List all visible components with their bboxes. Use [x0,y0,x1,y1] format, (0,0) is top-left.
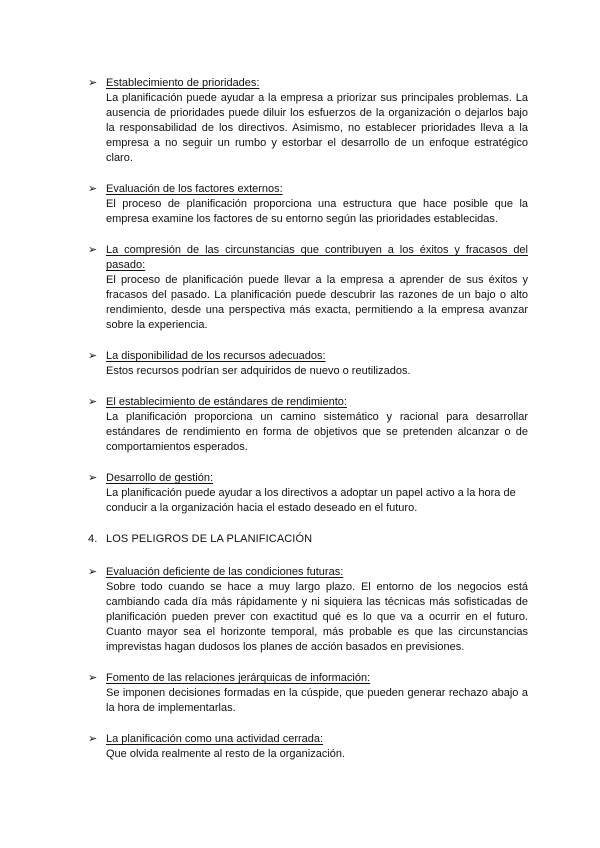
item-body: La planificación proporciona un camino sistemático y racional para desarrollar estándares de rendimiento en forma de objetivos que se pretenden alcanzar o de comportamientos esperados. [106,411,528,453]
item-heading: La disponibilidad de los recursos adecuados: [106,350,326,362]
arrow-bullet-icon: ➢ [88,396,98,408]
arrow-bullet-icon: ➢ [88,183,98,195]
arrow-bullet-icon: ➢ [88,244,98,256]
list-item-condiciones-futuras [88,565,528,655]
list-item-circunstancias [88,243,528,333]
list-item-desarrollo-gestion [88,471,528,516]
item-body: El proceso de planificación proporciona una estructura que hace posible que la empresa examine los factores de su entorno según las prioridades establecidas. [106,198,528,225]
item-body: Estos recursos podrían ser adquiridos de nuevo o reutilizados. [106,365,411,377]
item-heading: Fomento de las relaciones jerárquicas de información: [106,672,371,684]
item-heading: El establecimiento de estándares de rendimiento: [106,396,347,408]
document-content [88,76,528,778]
item-body: Que olvida realmente al resto de la organización. [106,748,346,760]
item-body: El proceso de planificación puede llevar a la empresa a aprender de sus éxitos y fracasos del pasado. La planificación puede descubrir las razones de un bajo o alto rendimiento, desde una perspectiva más exacta, permitiendo a la empresa avanzar sobre la experiencia. [106,274,528,331]
list-item-relaciones-jerarquicas [88,671,528,716]
item-heading: Evaluación de los factores externos: [106,183,283,195]
item-heading: Establecimiento de prioridades: [106,77,260,89]
list-item-estandares [88,395,528,455]
arrow-bullet-icon: ➢ [88,472,98,484]
arrow-bullet-icon: ➢ [88,733,98,745]
arrow-bullet-icon: ➢ [88,77,98,89]
item-heading: Evaluación deficiente de las condiciones futuras: [106,566,344,578]
arrow-bullet-icon: ➢ [88,672,98,684]
item-body: Se imponen decisiones formadas en la cúspide, que pueden generar rechazo abajo a la hora de implementarlas. [106,687,528,714]
item-heading: La compresión de las circunstancias que contribuyen a los éxitos y fracasos del pasado: [106,244,528,271]
list-item-factores-externos [88,182,528,227]
list-item-recursos [88,349,528,379]
list-item-actividad-cerrada [88,732,528,762]
arrow-bullet-icon: ➢ [88,350,98,362]
section-title: LOS PELIGROS DE LA PLANIFICACIÓN [106,533,313,545]
item-heading: La planificación como una actividad cerrada: [106,733,324,745]
item-body: La planificación puede ayudar a los directivos a adoptar un papel activo a la hora de conducir a la organización hacia el estado deseado en el futuro. [106,487,516,514]
section-number: 4. [88,533,98,545]
arrow-bullet-icon: ➢ [88,566,98,578]
item-heading: Desarrollo de gestión: [106,472,214,484]
item-body: Sobre todo cuando se hace a muy largo plazo. El entorno de los negocios está cambiando cada día más rápidamente y ni siquiera las técnicas más sofisticadas de planificación pueden prever con exactitud qué es lo que va a ocurrir en el futuro. Cuanto mayor sea el horizonte temporal, más probable es que las circunstancias imprevistas hagan dudosos los planes de acción basados en previsiones. [106,581,528,653]
item-body: La planificación puede ayudar a la empresa a priorizar sus principales problemas. La ausencia de prioridades puede diluir los esfuerzos de la organización o dejarlos bajo la responsabilidad de los directivos. Asimismo, no establecer prioridades lleva a la empresa a no seguir un rumbo y estorbar el desarrollo de un enfoque estratégico claro. [106,92,528,164]
section-heading [88,532,528,547]
list-item-prioridades [88,76,528,166]
